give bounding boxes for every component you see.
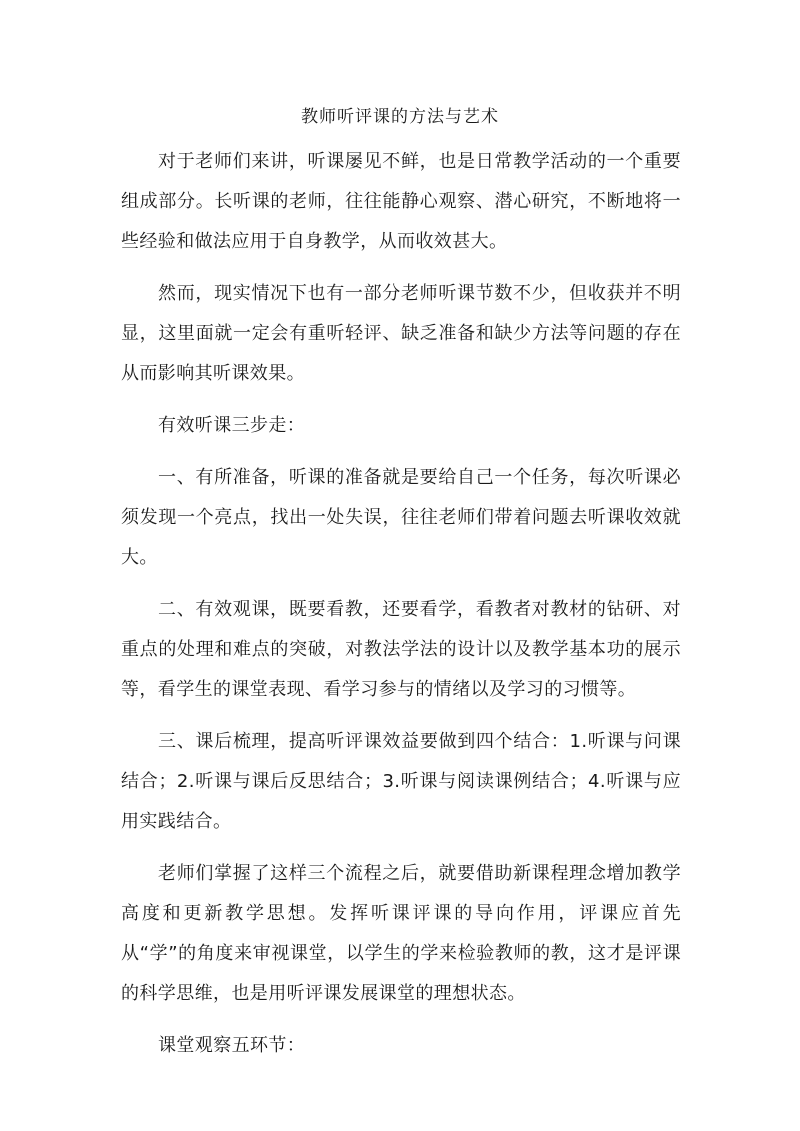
paragraph-step-two: 二、有效观课，既要看教，还要看学，看教者对教材的钻研、对重点的处理和难点的突破，对教法学法的设计以及教学基本功的展示等，看学生的课堂表现、看学习参与的情绪以及学习的习惯等。 <box>121 599 681 700</box>
paragraph-summary: 老师们掌握了这样三个流程之后，就要借助新课程理念增加教学高度和更新教学思想。发挥听课评课的导向作用，评课应首先从“学”的角度来审视课堂，以学生的学来检验教师的教，这才是评课的科学思维，也是用听评课发展课堂的理想状态。 <box>121 863 681 1004</box>
paragraph-step-one: 一、有所准备，听课的准备就是要给自己一个任务，每次听课必须发现一个亮点，找出一处失误，往往老师们带着问题去听课收效就大。 <box>121 467 681 568</box>
paragraph-problem: 然而，现实情况下也有一部分老师听课节数不少，但收获并不明显，这里面就一定会有重听轻评、缺乏准备和缺少方法等问题的存在从而影响其听课效果。 <box>121 283 681 384</box>
paragraph-intro: 对于老师们来讲，听课屡见不鲜，也是日常教学活动的一个重要组成部分。长听课的老师，往往能静心观察、潜心研究，不断地将一些经验和做法应用于自身教学，从而收效甚大。 <box>121 151 681 252</box>
document-title: 教师听评课的方法与艺术 <box>301 107 499 127</box>
document-body <box>121 142 681 1078</box>
paragraph-three-steps-heading: 有效听课三步走： <box>158 415 306 436</box>
paragraph-five-stages-heading: 课堂观察五环节： <box>158 1035 306 1056</box>
paragraph-step-three: 三、课后梳理，提高听评课效益要做到四个结合：1.听课与问课结合；2.听课与课后反思结合；3.听课与阅读课例结合；4.听课与应用实践结合。 <box>121 731 681 832</box>
